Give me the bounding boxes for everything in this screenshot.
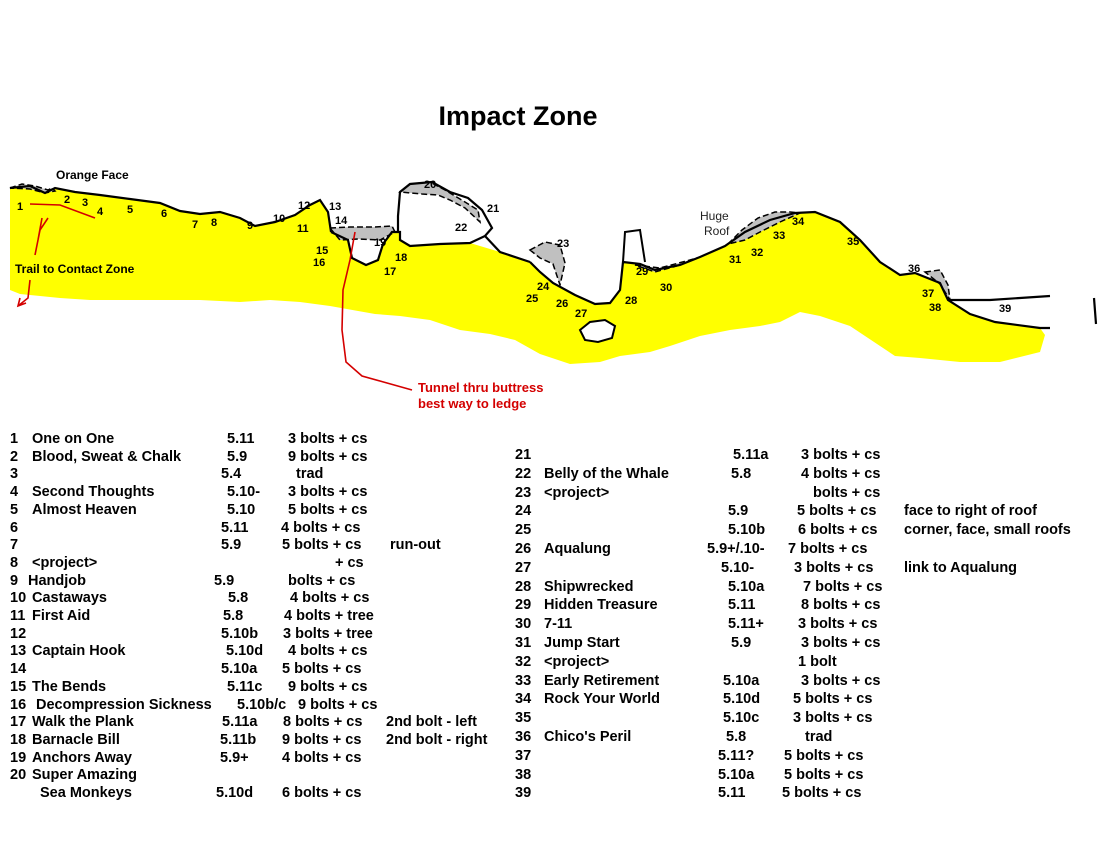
- route-number-22: 22: [455, 222, 468, 234]
- route-num: 37: [515, 747, 532, 764]
- route-grade: 5.11: [718, 785, 746, 802]
- route-grade: 5.8: [228, 590, 249, 607]
- route-grade: 5.9: [227, 448, 248, 465]
- route-number-3: 3: [82, 197, 89, 209]
- route-num: 29: [515, 597, 532, 614]
- route-number-21: 21: [487, 203, 500, 215]
- route-pro: 3 bolts + cs: [801, 635, 881, 651]
- route-pro: 8 bolts + cs: [283, 714, 363, 731]
- route-number-12: 12: [298, 200, 311, 212]
- route-num: 21: [515, 447, 532, 463]
- route-note: face to right of roof: [904, 503, 1037, 520]
- route-name: First Aid: [32, 608, 91, 624]
- route-pro: 9 bolts + cs: [288, 448, 368, 465]
- route-num: 10: [10, 590, 27, 607]
- route-num: 36: [515, 729, 532, 745]
- route-num: 17: [10, 714, 27, 731]
- orange-face-label: Orange Face: [56, 168, 129, 182]
- route-grade: 5.10-: [227, 484, 261, 501]
- route-num: 20: [10, 767, 27, 784]
- route-num: 5: [10, 501, 19, 518]
- route-num: 30: [515, 616, 532, 633]
- route-num: 26: [515, 541, 532, 557]
- route-num: 3: [10, 466, 19, 483]
- route-pro: 3 bolts + cs: [793, 710, 873, 727]
- route-note: 2nd bolt - right: [386, 731, 488, 748]
- tunnel-label-2: best way to ledge: [418, 396, 527, 411]
- route-grade: 5.10b: [221, 625, 259, 642]
- route-name: Aqualung: [544, 541, 611, 557]
- route-name: Captain Hook: [32, 643, 126, 660]
- route-pro: 5 bolts + cs: [793, 691, 873, 708]
- route-num: 1: [10, 431, 19, 447]
- route-num: 16: [10, 696, 27, 713]
- route-pro: 5 bolts + cs: [782, 785, 862, 802]
- route-number-27: 27: [575, 308, 588, 320]
- route-grade: 5.11a: [222, 714, 258, 731]
- route-number-11: 11: [297, 223, 309, 235]
- route-num: 11: [10, 608, 26, 624]
- route-number-9: 9: [247, 220, 254, 232]
- route-pro: 3 bolts + tree: [283, 625, 373, 642]
- route-grade: 5.10-: [721, 559, 755, 576]
- route-grade: 5.9+/.10-: [707, 541, 765, 557]
- route-name: One on One: [32, 431, 115, 447]
- route-grade: 5.9: [214, 572, 235, 589]
- route-pro: bolts + cs: [288, 572, 356, 589]
- route-num: 33: [515, 672, 532, 689]
- route-pro: 5 bolts + cs: [288, 501, 368, 518]
- route-name: Chico's Peril: [544, 729, 632, 745]
- route-name: Jump Start: [544, 635, 620, 651]
- route-name: Decompression Sickness: [36, 696, 212, 713]
- route-number-7: 7: [192, 219, 199, 231]
- route-name: <project>: [32, 554, 98, 571]
- route-name: Shipwrecked: [544, 578, 634, 595]
- route-name: Handjob: [28, 572, 86, 589]
- route-grade: 5.11: [221, 519, 249, 536]
- route-number-16: 16: [313, 257, 326, 269]
- route-grade: 5.10: [227, 501, 256, 518]
- route-note: run-out: [390, 537, 441, 554]
- route-grade: 5.9: [221, 537, 242, 554]
- route-grade: 5.10a: [718, 766, 755, 783]
- route-pro: trad: [296, 466, 324, 483]
- route-pro: 3 bolts + cs: [801, 672, 881, 689]
- route-grade: 5.11c: [227, 678, 263, 695]
- route-pro: 4 bolts + cs: [281, 519, 361, 536]
- route-number-17: 17: [384, 266, 397, 278]
- route-number-34: 34: [792, 216, 805, 228]
- route-number-10: 10: [273, 213, 286, 225]
- route-number-24: 24: [537, 281, 550, 293]
- route-number-19: 19: [374, 237, 387, 249]
- route-num: 12: [10, 625, 27, 642]
- route-number-32: 32: [751, 247, 764, 259]
- route-number-18: 18: [395, 252, 408, 264]
- route-num: 15: [10, 678, 27, 695]
- route-pro: 5 bolts + cs: [282, 537, 362, 554]
- route-pro: 3 bolts + cs: [801, 447, 881, 463]
- route-num: 31: [515, 635, 532, 651]
- route-num: 6: [10, 519, 19, 536]
- route-num: 23: [515, 484, 532, 501]
- route-number-33: 33: [773, 230, 786, 242]
- route-grade: 5.10a: [221, 661, 258, 678]
- route-number-25: 25: [526, 293, 539, 305]
- route-name: Barnacle Bill: [32, 731, 120, 748]
- route-pro: 9 bolts + cs: [282, 731, 362, 748]
- route-name: Super Amazing: [32, 767, 138, 784]
- route-pro: 4 bolts + cs: [290, 590, 370, 607]
- route-number-14: 14: [335, 215, 348, 227]
- route-grade: 5.10a: [723, 672, 760, 689]
- route-num: 35: [515, 710, 532, 727]
- route-name: Rock Your World: [544, 691, 661, 708]
- route-num: 38: [515, 766, 532, 783]
- route-number-30: 30: [660, 282, 673, 294]
- route-grade: 5.10c: [723, 710, 760, 727]
- route-pro: 6 bolts + cs: [798, 522, 878, 539]
- route-note: corner, face, small roofs: [904, 522, 1071, 539]
- route-grade: 5.10b: [728, 522, 766, 539]
- route-grade: 5.11b: [220, 731, 257, 748]
- route-grade: 5.10b/c: [237, 696, 287, 713]
- route-number-36: 36: [908, 263, 921, 275]
- route-name: Early Retirement: [544, 672, 660, 689]
- route-pro: 4 bolts + cs: [282, 749, 362, 766]
- route-name: Sea Monkeys: [40, 785, 132, 801]
- route-name: Anchors Away: [32, 749, 132, 766]
- route-grade: 5.8: [726, 729, 747, 745]
- route-pro: 7 bolts + cs: [788, 541, 868, 557]
- route-pro: 1 bolt: [798, 653, 837, 670]
- route-note: link to Aqualung: [904, 559, 1018, 576]
- route-grade: 5.4: [221, 466, 242, 483]
- route-pro: 9 bolts + cs: [298, 696, 378, 713]
- route-pro: 7 bolts + cs: [803, 578, 883, 595]
- route-num: 39: [515, 785, 532, 802]
- route-number-38: 38: [929, 302, 942, 314]
- route-num: 13: [10, 643, 27, 660]
- route-num: 27: [515, 559, 532, 576]
- route-num: 19: [10, 749, 27, 766]
- route-num: 28: [515, 578, 532, 595]
- route-num: 22: [515, 465, 532, 482]
- route-number-5: 5: [127, 204, 134, 216]
- trail-label: Trail to Contact Zone: [15, 262, 135, 276]
- route-number-39: 39: [999, 303, 1012, 315]
- route-number-8: 8: [211, 217, 218, 229]
- route-grade: 5.11+: [728, 616, 764, 633]
- route-name: Castaways: [32, 590, 107, 607]
- route-num: 7: [10, 537, 19, 554]
- route-pro: + cs: [335, 554, 364, 571]
- huge-roof-label-2: Roof: [704, 224, 730, 238]
- route-number-31: 31: [729, 254, 742, 266]
- route-grade: 5.9: [728, 503, 749, 520]
- route-pro: 8 bolts + cs: [801, 597, 881, 614]
- route-pro: 5 bolts + cs: [282, 661, 362, 678]
- route-num: 8: [10, 554, 19, 571]
- route-num: 24: [515, 503, 532, 520]
- route-name: <project>: [544, 484, 610, 501]
- route-grade: 5.10d: [723, 691, 761, 708]
- cave-outline: [623, 230, 645, 262]
- route-number-1: 1: [17, 201, 24, 213]
- route-number-20: 20: [424, 179, 437, 191]
- route-pro: 3 bolts + cs: [794, 559, 874, 576]
- route-number-26: 26: [556, 298, 569, 310]
- route-pro: 5 bolts + cs: [784, 766, 864, 783]
- route-pro: trad: [805, 729, 833, 745]
- map-title: Impact Zone: [438, 101, 598, 131]
- route-pro: 4 bolts + cs: [801, 465, 881, 482]
- route-number-37: 37: [922, 288, 935, 300]
- route-number-28: 28: [625, 295, 638, 307]
- route-num: 9: [10, 572, 19, 589]
- route-number-2: 2: [64, 194, 71, 206]
- route-grade: 5.9+: [220, 749, 249, 766]
- route-num: 18: [10, 731, 27, 748]
- route-grade: 5.10a: [728, 578, 765, 595]
- route-grade: 5.8: [223, 608, 244, 624]
- route-pro: 6 bolts + cs: [282, 785, 362, 801]
- route-pro: 3 bolts + cs: [288, 431, 368, 447]
- route-name: Hidden Treasure: [544, 597, 658, 614]
- route-pro: 4 bolts + tree: [284, 608, 374, 624]
- route-number-13: 13: [329, 201, 342, 213]
- route-num: 4: [10, 484, 19, 501]
- route-name: Walk the Plank: [32, 714, 134, 731]
- route-grade: 5.8: [731, 465, 752, 482]
- route-num: 2: [10, 448, 19, 465]
- route-grade: 5.11?: [718, 747, 755, 764]
- route-num: 14: [10, 661, 27, 678]
- route-num: 25: [515, 522, 532, 539]
- route-pro: 3 bolts + cs: [798, 616, 878, 633]
- route-grade: 5.11a: [733, 447, 769, 463]
- route-grade: 5.11: [728, 597, 756, 614]
- route-number-15: 15: [316, 245, 329, 257]
- route-grade: 5.10d: [216, 785, 254, 801]
- route-num: 32: [515, 653, 532, 670]
- route-name: Almost Heaven: [32, 501, 137, 518]
- route-num: 34: [515, 691, 532, 708]
- route-pro: bolts + cs: [813, 484, 881, 501]
- route-name: <project>: [544, 653, 610, 670]
- route-number-23: 23: [557, 238, 570, 250]
- route-name: Blood, Sweat & Chalk: [32, 448, 182, 465]
- route-number-29: 29: [636, 266, 649, 278]
- huge-roof-label-1: Huge: [700, 209, 729, 223]
- route-name: Second Thoughts: [32, 484, 155, 501]
- route-pro: 4 bolts + cs: [288, 643, 368, 660]
- route-note: 2nd bolt - left: [386, 714, 478, 731]
- route-name: 7-11: [544, 616, 573, 633]
- route-grade: 5.10d: [226, 643, 264, 660]
- route-number-35: 35: [847, 236, 860, 248]
- route-number-6: 6: [161, 208, 168, 220]
- route-number-4: 4: [97, 206, 104, 218]
- route-name: Belly of the Whale: [544, 465, 669, 482]
- route-pro: 5 bolts + cs: [797, 503, 877, 520]
- tunnel-label-1: Tunnel thru buttress: [418, 380, 544, 395]
- route-grade: 5.11: [227, 431, 255, 447]
- route-name: The Bends: [32, 678, 107, 695]
- route-pro: 5 bolts + cs: [784, 747, 864, 764]
- route-pro: 3 bolts + cs: [288, 484, 368, 501]
- route-grade: 5.9: [731, 635, 752, 651]
- route-pro: 9 bolts + cs: [288, 678, 368, 695]
